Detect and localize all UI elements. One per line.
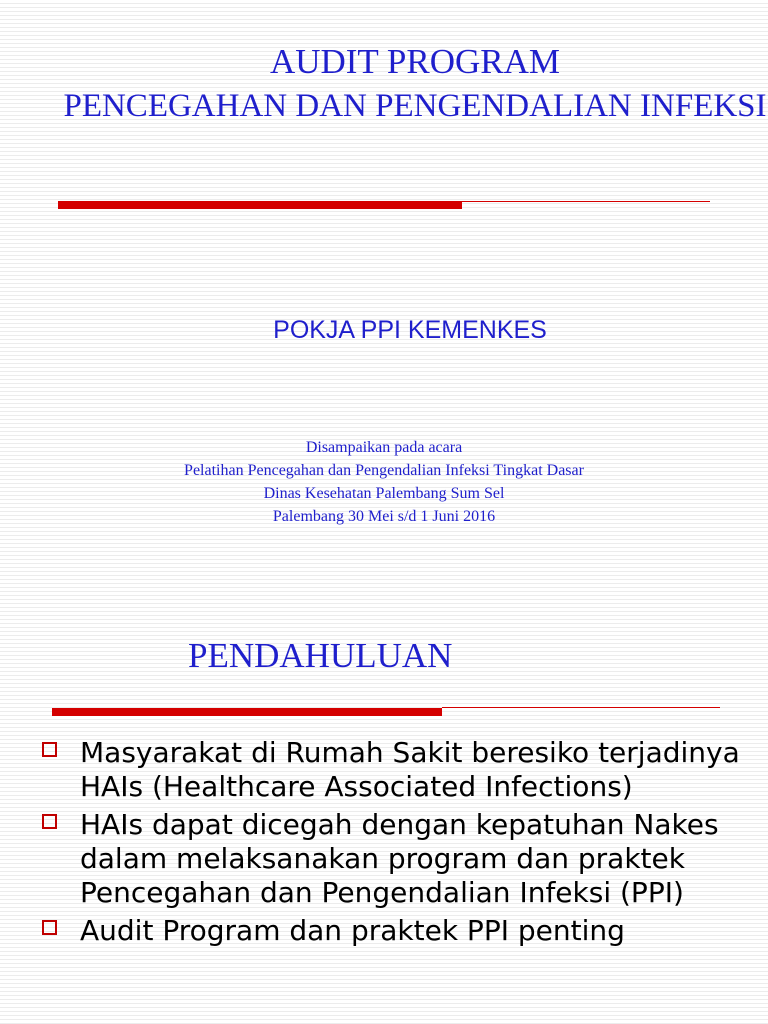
slide-introduction bbox=[0, 600, 768, 1024]
square-bullet-icon bbox=[42, 814, 57, 829]
title-rule-thin bbox=[462, 201, 710, 202]
bullet-list bbox=[40, 736, 768, 952]
bullet-text: HAIs dapat dicegah dengan kepatuhan Nakes dalam melaksanakan program dan praktek Pencegahan dan Pengendalian Infeksi (PPI) bbox=[80, 808, 719, 909]
event-info-line: Disampaikan pada acara bbox=[305, 439, 463, 456]
title-line-1: AUDIT PROGRAM bbox=[269, 42, 561, 81]
square-bullet-icon bbox=[42, 742, 57, 757]
organization-subtitle: POKJA PPI KEMENKES bbox=[273, 316, 547, 344]
section-heading: PENDAHULUAN bbox=[188, 636, 453, 675]
event-info-line: Pelatihan Pencegahan dan Pengendalian Infeksi Tingkat Dasar bbox=[184, 462, 584, 479]
section-rule-thin bbox=[442, 707, 720, 708]
square-bullet-icon bbox=[42, 920, 57, 935]
bullet-item bbox=[40, 736, 768, 804]
event-info-line: Palembang 30 Mei s/d 1 Juni 2016 bbox=[272, 508, 496, 525]
bullet-item bbox=[40, 808, 768, 910]
title-rule-thick bbox=[58, 201, 462, 209]
section-rule-thick bbox=[52, 708, 442, 716]
event-info-line: Dinas Kesehatan Palembang Sum Sel bbox=[263, 485, 505, 502]
event-info bbox=[0, 436, 768, 528]
title-line-2: PENCEGAHAN DAN PENGENDALIAN INFEKSI bbox=[63, 88, 767, 124]
bullet-item bbox=[40, 914, 768, 948]
bullet-text: Masyarakat di Rumah Sakit beresiko terjadinya HAIs (Healthcare Associated Infections) bbox=[80, 736, 740, 803]
bullet-text: Audit Program dan praktek PPI penting bbox=[80, 914, 625, 947]
